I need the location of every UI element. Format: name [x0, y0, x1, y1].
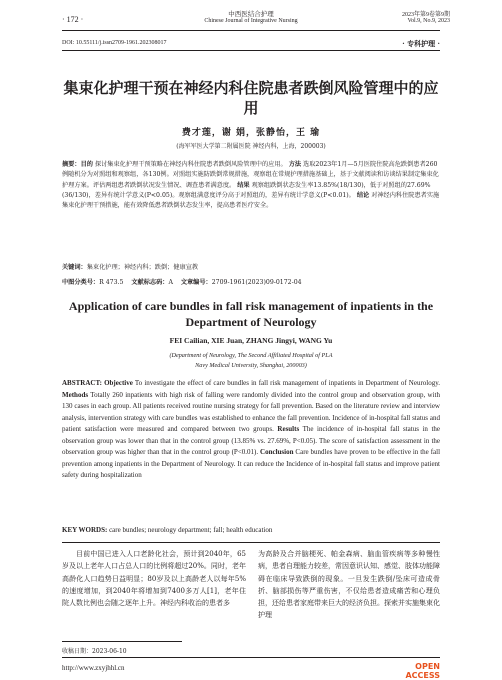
affiliation-en-line1: (Department of Neurology, The Second Affiliated Hospital of PLA	[169, 352, 333, 359]
title-en: Application of care bundles in fall risk management of inpatients in the Department of Neurology	[68, 299, 434, 329]
objective-en-text: To investigate the effect of care bundles in fall risk management of inpatients in Department of Neurology.	[134, 379, 441, 387]
abstract-cn-label: 摘要：	[62, 161, 81, 168]
results-en-label: Results	[277, 425, 300, 433]
classification-cn	[62, 277, 440, 286]
doi-rule	[62, 50, 440, 51]
body-column-right: 为高龄及合并脑梗死、帕金森病、脑血管疾病等多种慢性病，患者自理能力较差，常因意识认知、感觉、肢体功能障碍在临床导致跌倒的现象。一旦发生跌倒/坠床可造成骨折、脑部损伤等严重伤害，不仅给患者造成痛苦和心理负担，还给患者家庭带来巨大的经济负担。探索并实施集束化护理	[258, 550, 440, 620]
conclusion-label: 结论	[356, 191, 370, 199]
doc-label: 文献标志码：	[131, 279, 169, 286]
objective-text: 探讨集束化护理干预策略在神经内科住院患者跌倒风险管理中的应用。	[94, 161, 287, 168]
keywords-en-label: KEY WORDS:	[62, 526, 108, 534]
title-cn-text: 集束化护理干预在神经内科住院患者跌倒风险管理中的应用	[63, 79, 439, 117]
keywords-cn	[62, 262, 440, 271]
objective-label: 目的	[80, 161, 93, 168]
keywords-en	[62, 526, 440, 534]
affiliation-cn: (海军军医大学第二附属医院 神经内科，上海，200003)	[176, 143, 326, 150]
conclusion-en-text: Care bundles have proven to be effective in the fall prevention among inpatients in the Department of Neurology. It can reduce the Incidence of in-hospital fall status and improve patient safety during hospitalization	[62, 448, 441, 479]
doi: DOI: 10.55111/j.issn2709-1961.202308017	[62, 40, 167, 46]
clc-value: R 473.5	[99, 279, 124, 286]
results-en-text: The incidence of in-hospital fall status in the observation group was lower than that in the control group (13.85% vs. 27.69%, P<0.05). The score of satisfaction assessment in the observation group was higher than that in the control group (P<0.01).	[62, 425, 441, 456]
column-label: · 专科护理 ·	[402, 39, 440, 48]
footnote-rule	[62, 641, 182, 642]
objective-en-label: Objective	[104, 379, 133, 387]
page-number: · 172 ·	[62, 15, 84, 24]
result-label: 结果	[237, 181, 250, 189]
clc-label: 中图分类号：	[62, 279, 100, 286]
received-date: 收稿日期：2023-06-10	[62, 648, 127, 655]
issue-en: Vol.9, No.9, 2023	[407, 18, 450, 24]
title-cn	[62, 78, 440, 118]
article-value: 2709-1961(2023)09-0172-04	[211, 279, 302, 286]
keywords-cn-label: 关键词：	[62, 264, 87, 271]
affiliation-en	[62, 351, 440, 371]
authors-en: FEI Cailian, XIE Juan, ZHANG Jingyi, WANG Yu	[169, 336, 333, 345]
journal-name-cn: 中西医结合护理	[228, 10, 274, 18]
methods-en-text: Totally 260 inpatients with high risk of falling were randomly divided into the control group and observation group, with 130 cases in each group. All patients received routine nursing strategy for fall prevention. Based on the literature review and interview analysis, intervention strategy with care bundles was established to enhance the fall prevention. Incidence of in-hospital fall status and patient satisfaction were measured and compared between two groups.	[62, 390, 440, 433]
abstract-rule	[62, 542, 440, 543]
conclusion-en-label: Conclusion	[260, 448, 294, 456]
issue-cn: 2023年第9卷第9期	[401, 12, 450, 18]
abstract-cn	[62, 160, 440, 211]
authors-cn: 费才莲，谢 娟，张静怡，王 瑜	[181, 128, 321, 138]
methods-en-label: Methods	[62, 390, 89, 399]
result-text: 观察组跌倒状态发生率13.85%(18/130)，低于对照组的27.69%(36/130)，差异有统计学意义(P<0.05)。观察组满意度评分高于对照组的，差异有统计学意义(P<0.01)。	[62, 181, 431, 199]
header-rule	[62, 30, 440, 31]
article-label: 文章编号：	[180, 279, 212, 286]
footer-rule	[62, 657, 440, 658]
abstract-en-label: ABSTRACT:	[62, 379, 102, 387]
affiliation-en-line2: Navy Medical University, Shanghai, 200003)	[195, 362, 307, 369]
keywords-en-text: care bundles; neurology department; fall; health education	[109, 526, 273, 534]
journal-url[interactable]: http://www.zxyjhhl.cn	[62, 664, 125, 672]
method-text: 选取2023年1月—5月医院住院高危跌倒患者260例随机分为对照组和观察组，各130例。对照组实施防跌倒常规措施，观察组在常规护理措施基础上，基于文献阅读和访谈结果制定集束化护理方案。评估两组患者跌倒状况发生情况、调查患者满意度。	[62, 161, 439, 189]
method-label: 方法	[288, 161, 302, 168]
keywords-cn-text: 集束化护理；神经内科；跌倒；健康宣教	[86, 264, 199, 271]
conclusion-text: 对神经内科住院患者实施集束化护理干预措施，能有效降低患者跌倒状态发生率，提高患者医疗安全。	[62, 191, 440, 210]
open-access-badge: OPEN ACCESS	[405, 662, 440, 680]
body-column-left: 目前中国已进入人口老龄化社会，预计到2040年，65岁及以上老年人口占总人口的比例将超过20%。同时，老年高龄化人口趋势日益明显；80岁及以上高龄老人以每年5%的速度增加，到2040年将增加到7400多万人[1]，老年住院人数比例也会随之逐年上升。神经内科收治的患者多	[62, 550, 246, 608]
doc-value: A	[168, 279, 173, 286]
abstract-en	[62, 378, 440, 482]
journal-name-en: Chinese Journal of Integrative Nursing	[204, 18, 298, 24]
